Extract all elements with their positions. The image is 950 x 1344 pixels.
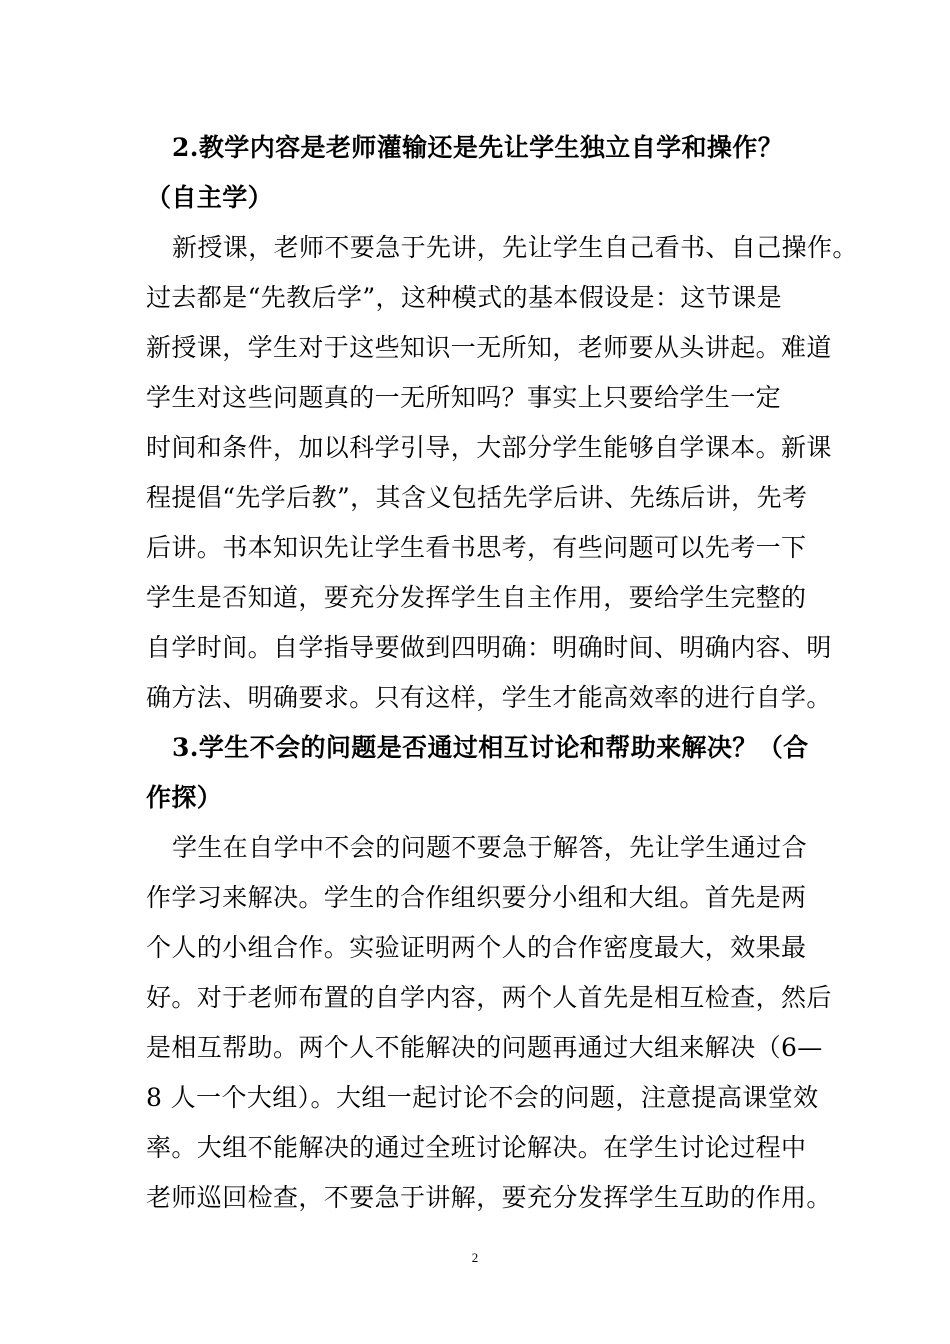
section-heading-3-line-1: 3.学生不会的问题是否通过相互讨论和帮助来解决？（合: [172, 733, 809, 762]
paragraph-line: 学生是否知道，要充分发挥学生自主作用，要给学生完整的: [146, 583, 807, 612]
paragraph-line: 是相互帮助。两个人不能解决的问题再通过大组来解决（6—: [146, 1033, 823, 1062]
section-heading-3-line-2: 作探）: [146, 783, 223, 812]
paragraph-line: 自学时间。自学指导要做到四明确：明确时间、明确内容、明: [146, 633, 832, 662]
paragraph-line: 8 人一个大组）。大组一起讨论不会的问题，注意提高课堂效: [146, 1083, 819, 1112]
paragraph-line: 学生在自学中不会的问题不要急于解答，先让学生通过合: [172, 833, 808, 862]
paragraph-line: 过去都是“先教后学”，这种模式的基本假设是：这节课是: [146, 283, 782, 312]
paragraph-line: 确方法、明确要求。只有这样，学生才能高效率的进行自学。: [146, 683, 832, 712]
page-number: 2: [471, 1250, 479, 1265]
section-heading-2-line-2: （自主学）: [146, 183, 274, 212]
paragraph-line: 个人的小组合作。实验证明两个人的合作密度最大，效果最: [146, 933, 807, 962]
paragraph-line: 好。对于老师布置的自学内容，两个人首先是相互检查，然后: [146, 983, 832, 1012]
paragraph-line: 后讲。书本知识先让学生看书思考，有些问题可以先考一下: [146, 533, 807, 562]
paragraph-line: 率。大组不能解决的通过全班讨论解决。在学生讨论过程中: [146, 1133, 807, 1162]
paragraph-line: 新授课，学生对于这些知识一无所知，老师要从头讲起。难道: [146, 333, 832, 362]
paragraph-line: 新授课，老师不要急于先讲，先让学生自己看书、自己操作。: [172, 233, 858, 262]
paragraph-line: 老师巡回检查，不要急于讲解，要充分发挥学生互助的作用。: [146, 1183, 832, 1212]
paragraph-line: 作学习来解决。学生的合作组织要分小组和大组。首先是两: [146, 883, 807, 912]
paragraph-line: 学生对这些问题真的一无所知吗？事实上只要给学生一定: [146, 383, 782, 412]
paragraph-line: 程提倡“先学后教”，其含义包括先学后讲、先练后讲，先考: [146, 483, 808, 512]
section-heading-2-line-1: 2.教学内容是老师灌输还是先让学生独立自学和操作？: [172, 133, 784, 162]
paragraph-line: 时间和条件，加以科学引导，大部分学生能够自学课本。新课: [146, 433, 832, 462]
